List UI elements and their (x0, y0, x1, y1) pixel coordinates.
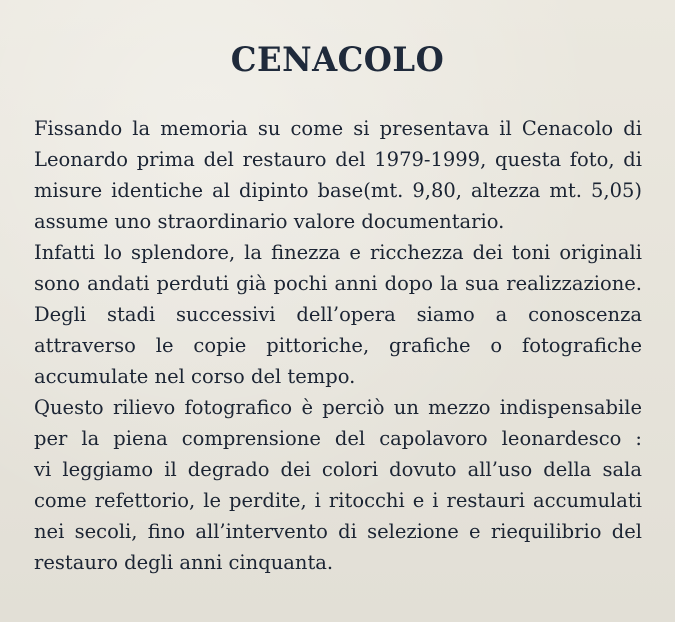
text-line: assume uno straordinario valore documentario. (34, 210, 505, 233)
paragraph-1 (34, 113, 642, 237)
text-line: Degli stadi successivi dell’opera siamo a conoscenza (34, 303, 642, 326)
text-line: restauro degli anni cinquanta. (34, 551, 334, 574)
text-line: Questo rilievo fotografico è perciò un mezzo indispensabile (34, 396, 642, 419)
text-line: vi leggiamo il degrado dei colori dovuto all’uso della sala (34, 458, 642, 481)
text-line: per la piena comprensione del capolavoro leonardesco : (34, 427, 642, 450)
body-text (34, 113, 642, 578)
paragraph-2 (34, 237, 642, 392)
text-line: nei secoli, fino all’intervento di selezione e riequilibrio del (34, 520, 642, 543)
text-line: attraverso le copie pittoriche, grafiche o fotografiche (34, 334, 642, 357)
text-line: Fissando la memoria su come si presentava il Cenacolo di (34, 117, 642, 140)
text-line: Leonardo prima del restauro del 1979-1999, questa foto, di (34, 148, 642, 171)
text-line: accumulate nel corso del tempo. (34, 365, 356, 388)
text-line: misure identiche al dipinto base(mt. 9,80, altezza mt. 5,05) (34, 179, 642, 202)
text-line: come refettorio, le perdite, i ritocchi e i restauri accumulati (34, 489, 642, 512)
text-line: sono andati perduti già pochi anni dopo la sua realizzazione. (34, 272, 642, 295)
page-title: CENACOLO (230, 40, 445, 80)
paragraph-3 (34, 392, 642, 578)
text-line: Infatti lo splendore, la finezza e ricchezza dei toni originali (34, 241, 642, 264)
